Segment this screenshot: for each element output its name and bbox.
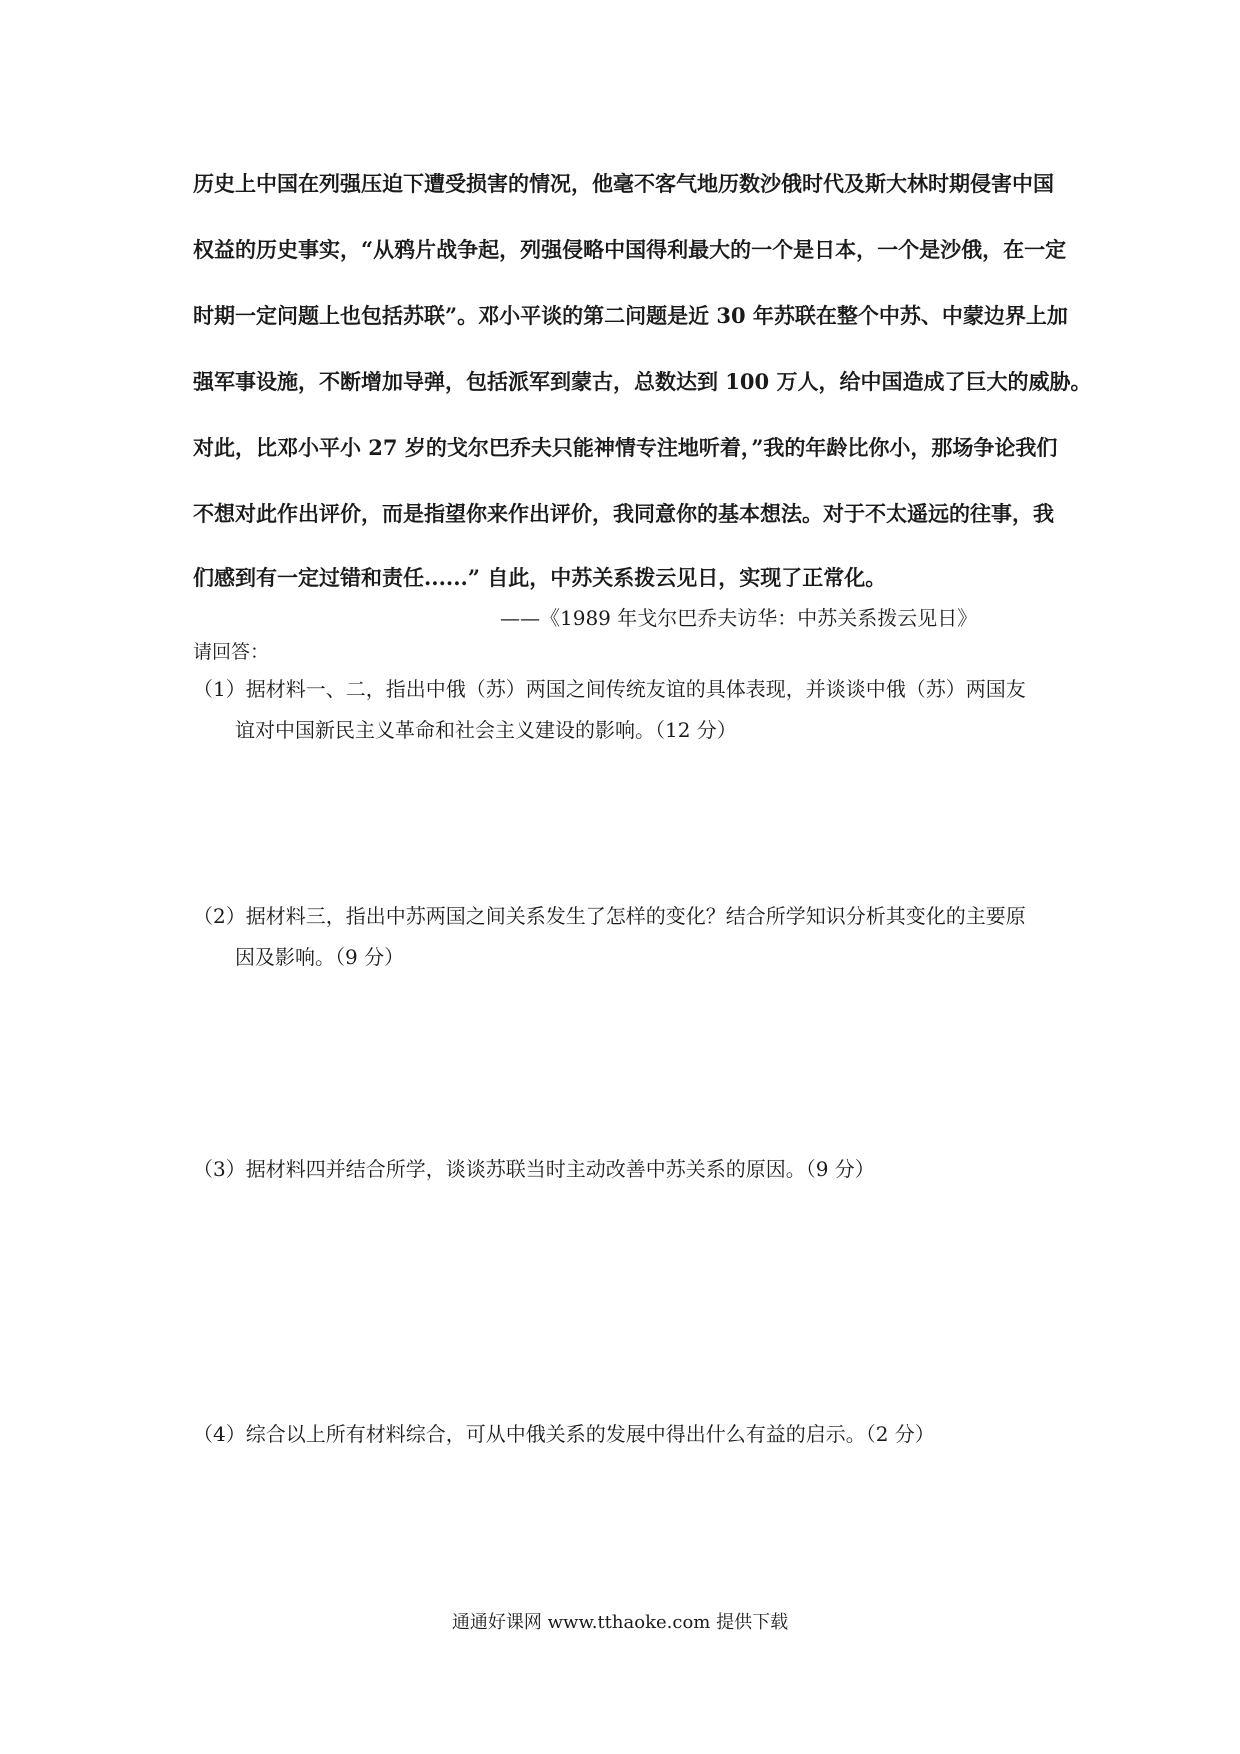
question-3 (193, 1153, 875, 1182)
answer-space-4 (193, 1455, 1093, 1595)
answer-space-1 (193, 740, 1093, 890)
question-4-line-1: （4）综合以上所有材料综合，可从中俄关系的发展中得出什么有益的启示。（2 分） (193, 1422, 935, 1446)
passage-line-1: 历史上中国在列强压迫下遭受损害的情况，他毫不客气地历数沙俄时代及斯大林时期侵害中国 (193, 171, 1054, 196)
question-3-line-1: （3）据材料四并结合所学，谈谈苏联当时主动改善中苏关系的原因。（9 分） (193, 1157, 875, 1181)
question-2 (193, 900, 1026, 970)
question-2-line-1: （2）据材料三，指出中苏两国之间关系发生了怎样的变化？结合所学知识分析其变化的主要原 (193, 904, 1026, 928)
question-1-line-1: （1）据材料一、二，指出中俄（苏）两国之间传统友谊的具体表现，并谈谈中俄（苏）两国友 (193, 677, 1026, 701)
answer-space-3 (193, 1190, 1093, 1400)
page-footer: 通通好课网 www.tthaoke.com 提供下载 (451, 1612, 789, 1633)
passage-line-2: 权益的历史事实，“从鸦片战争起，列强侵略中国得利最大的一个是日本，一个是沙俄，在一定 (193, 237, 1067, 262)
passage-line-4: 强军事设施，不断增加导弹，包括派军到蒙古，总数达到 100 万人，给中国造成了巨大的威胁。 (193, 369, 1092, 394)
passage-line-7: 们感到有一定过错和责任......” 自此，中苏关系拨云见日，实现了正常化。 (193, 565, 887, 590)
passage-line-5: 对此，比邓小平小 27 岁的戈尔巴乔夫只能神情专注地听着，”我的年龄比你小，那场争论我们 (193, 435, 1058, 460)
passage-source: ——《1989 年戈尔巴乔夫访华：中苏关系拨云见日》 (500, 606, 978, 630)
passage-line-3: 时期一定问题上也包括苏联”。邓小平谈的第二问题是近 30 年苏联在整个中苏、中蒙边界上加 (193, 303, 1068, 328)
passage-line-6: 不想对此作出评价，而是指望你来作出评价，我同意你的基本想法。对于不太遥远的往事，我 (193, 501, 1054, 526)
question-1-line-2: 谊对中国新民主义革命和社会主义建设的影响。（12 分） (235, 718, 737, 742)
answer-prompt: 请回答： (193, 641, 270, 663)
question-4 (193, 1418, 935, 1447)
question-2-line-2: 因及影响。（9 分） (235, 945, 405, 969)
question-1 (193, 673, 1026, 743)
answer-space-2 (193, 968, 1093, 1138)
